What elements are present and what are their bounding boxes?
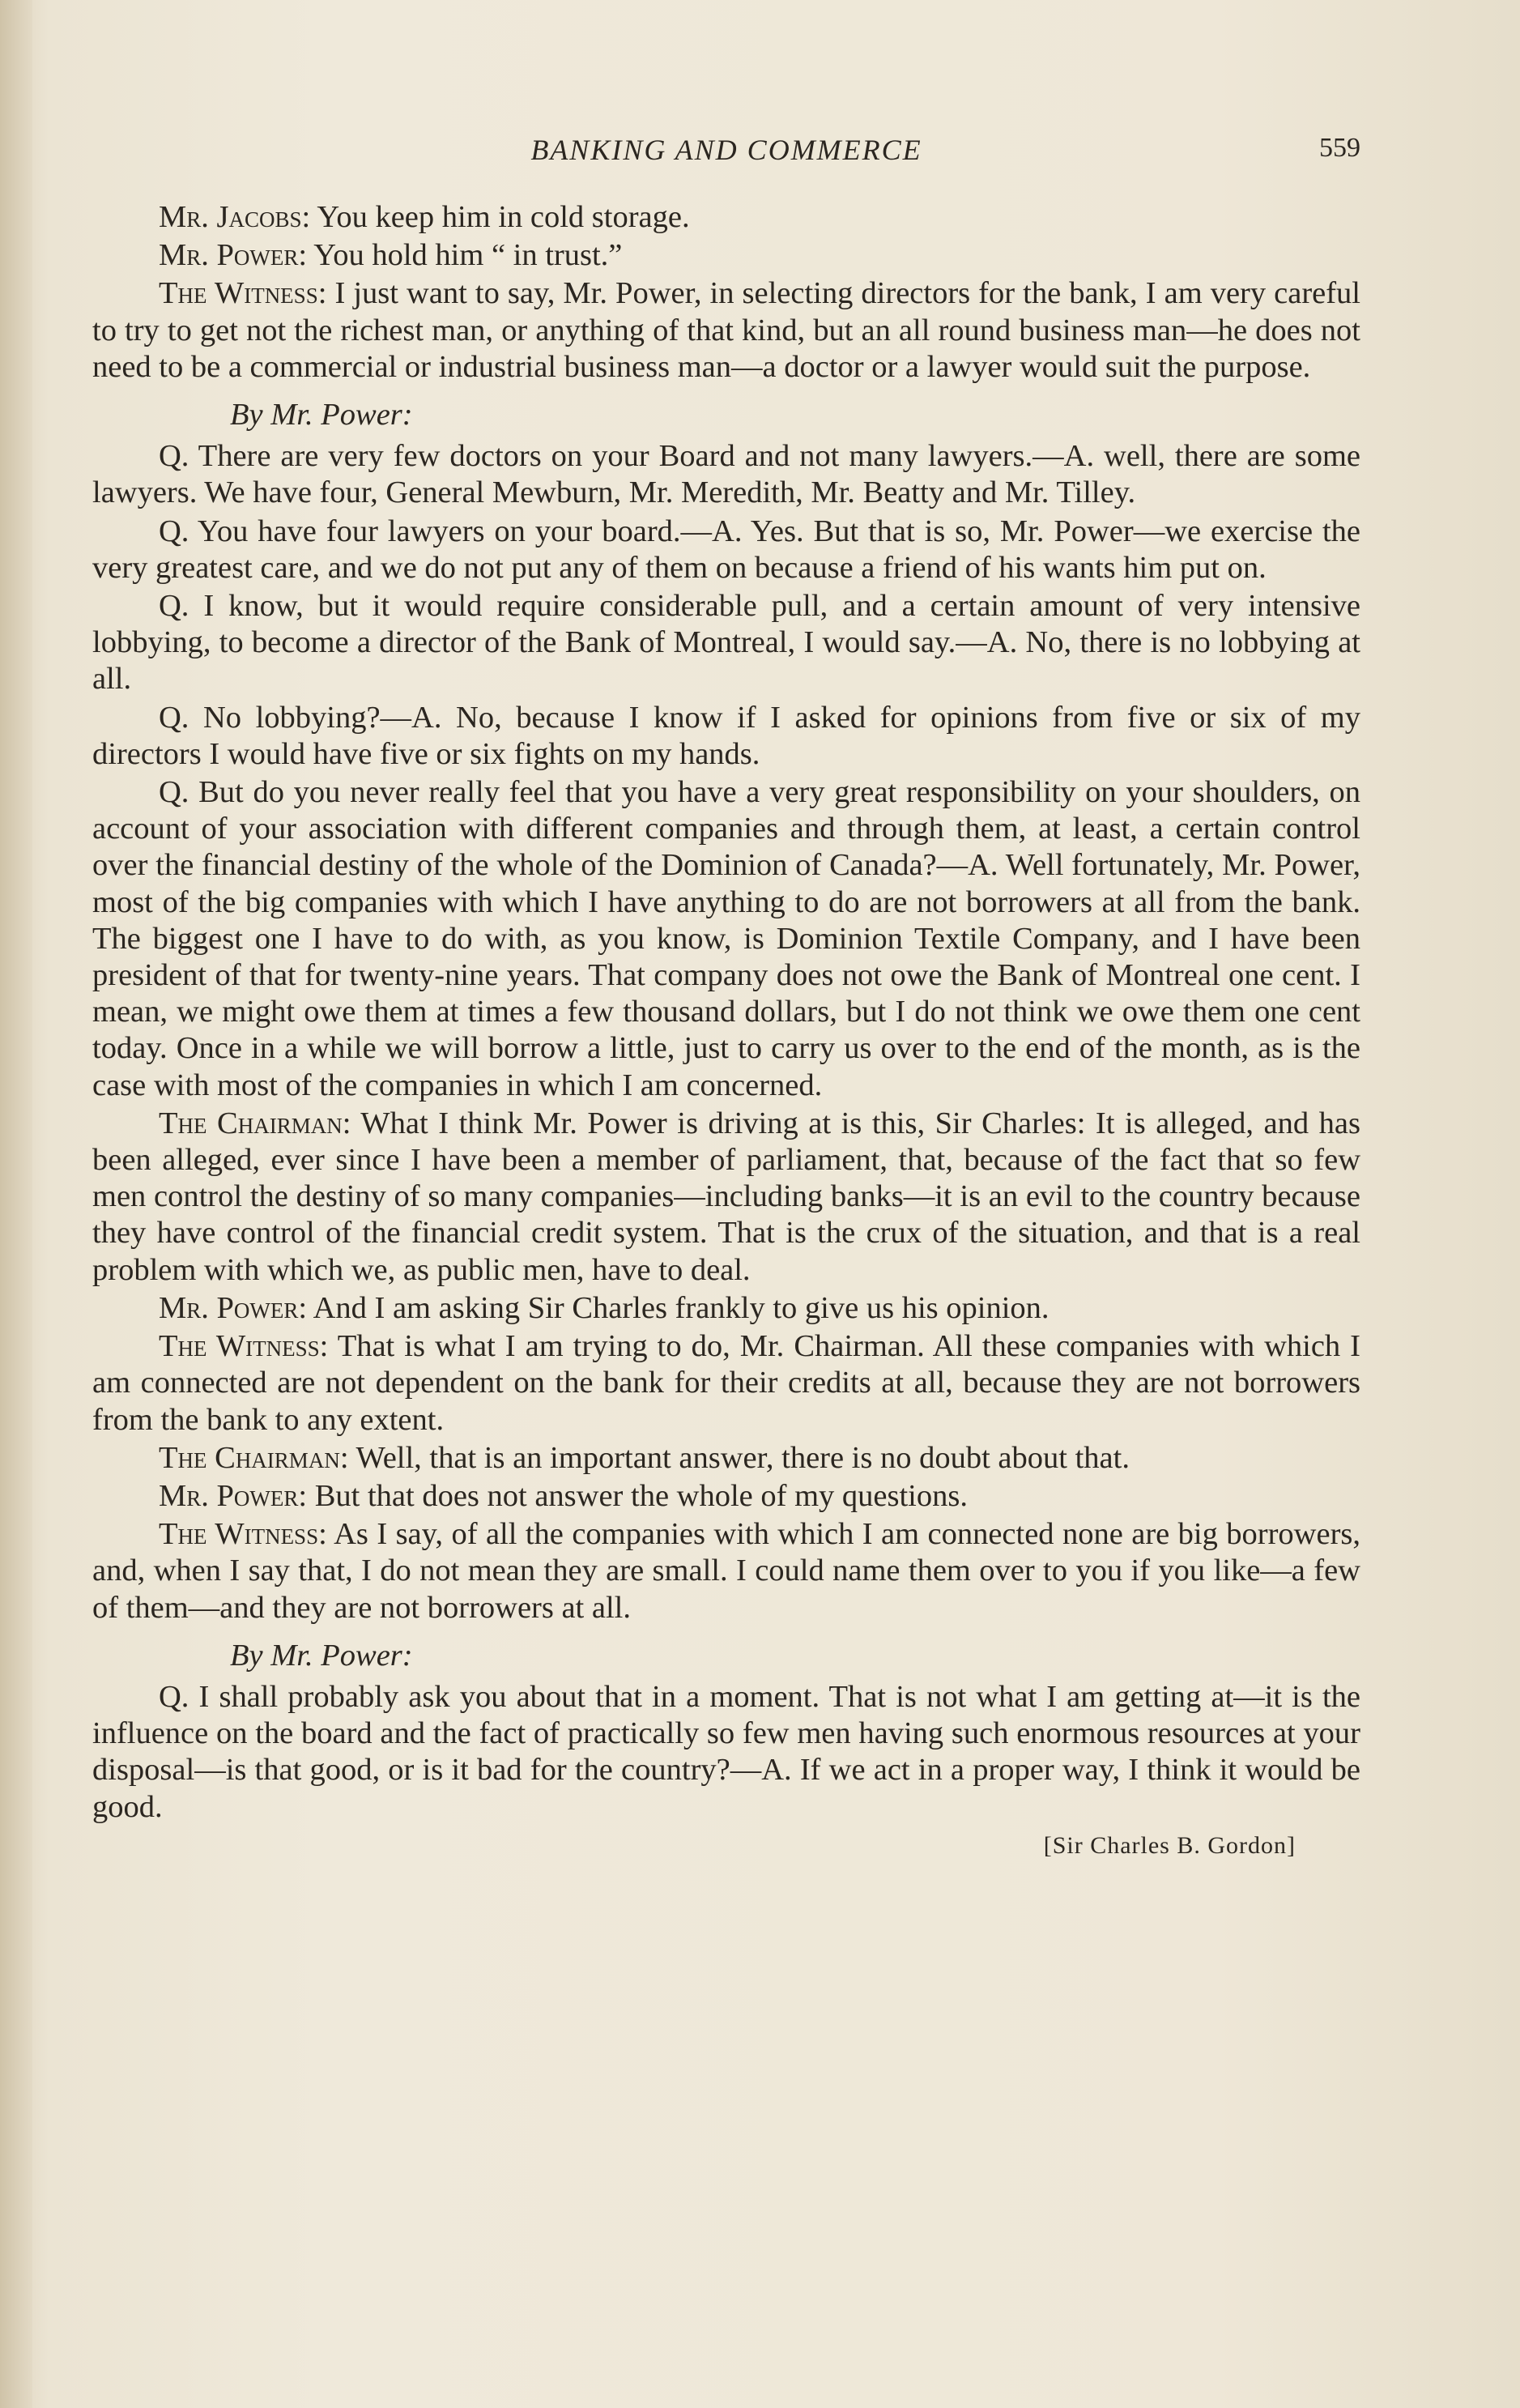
paragraph-text: Well, that is an important answer, there is no doubt about that. bbox=[348, 1440, 1130, 1475]
running-head: BANKING AND COMMERCE bbox=[530, 134, 922, 166]
speaker-name: The Chairman: bbox=[159, 1106, 351, 1140]
paragraph-text: What I think Mr. Power is driving at is this, Sir Charles: It is alleged, and has been alleged, ever since I have been a member of parliament, that, because of the fact that so few men control the destiny of so many companies—including banks—it is an evil to the country because they have control of the financial credit system. That is the crux of the situation, and that is a real problem with which we, as public men, have to deal. bbox=[92, 1106, 1361, 1287]
paragraph-text: I just want to say, Mr. Power, in selecting directors for the bank, I am very careful to try to get not the richest man, or anything of that kind, but an all round business man—he does not need to be a commercial or industrial business man—a doctor or a lawyer would suit the purpose. bbox=[92, 276, 1361, 384]
paragraph-text: As I say, of all the companies with which I am connected none are big borrowers, and, when I say that, I do not mean they are small. I could name them over to you if you like—a few of them—and they are not borrowers at all. bbox=[92, 1517, 1361, 1625]
paragraph: Q. You have four lawyers on your board.—A. Yes. But that is so, Mr. Power—we exercise the very greatest care, and we do not put any of them on because a friend of his wants him put on. bbox=[92, 514, 1360, 585]
page-edge-shadow bbox=[0, 0, 32, 2408]
page-header bbox=[92, 130, 1360, 170]
speaker-name: The Witness: bbox=[159, 276, 327, 311]
section-subhead: By Mr. Power: bbox=[230, 1638, 413, 1673]
paragraph: Q. There are very few doctors on your Board and not many lawyers.—A. well, there are some lawyers. We have four, General Mewburn, Mr. Meredith, Mr. Beatty and Mr. Tilley. bbox=[92, 439, 1360, 510]
paragraph: Q. No lobbying?—A. No, because I know if I asked for opinions from five or six of my directors I would have five or six fights on my hands. bbox=[92, 700, 1360, 771]
section-subhead: By Mr. Power: bbox=[230, 398, 413, 433]
paragraph-text: That is what I am trying to do, Mr. Chairman. All these companies with which I am connected are not dependent on the bank for their credits at all, because they are not borrowers from the bank to any extent. bbox=[92, 1329, 1361, 1437]
paragraph-text: And I am asking Sir Charles frankly to give us his opinion. bbox=[307, 1290, 1050, 1325]
paragraph-text: You keep him in cold storage. bbox=[310, 200, 690, 234]
speaker-name: Mr. Power: bbox=[159, 238, 308, 273]
paragraph bbox=[92, 1106, 1360, 1289]
paragraph: Q. But do you never really feel that you have a very great responsibility on your shoulders, on account of your association with different companies and through them, at least, a certain control over the financial destiny of the whole of the Dominion of Canada?—A. Well fortunately, Mr. Power, most of the big companies with which I have anything to do are not borrowers at all from the bank. The biggest one I have to do with, as you know, is Dominion Textile Company, and I have been president of that for twenty-nine years. That company does not owe the Bank of Montreal one cent. I mean, we might owe them at times a few thousand dollars, but I do not think we owe them one cent today. Once in a while we will borrow a little, just to carry us over to the end of the month, as is the case with most of the companies in which I am concerned. bbox=[92, 775, 1360, 1102]
paragraph bbox=[92, 1328, 1360, 1438]
page-body bbox=[92, 199, 1360, 1864]
paragraph bbox=[92, 1440, 1360, 1477]
speaker-attribution: [Sir Charles B. Gordon] bbox=[1043, 1831, 1296, 1859]
paragraph bbox=[92, 1290, 1360, 1327]
speaker-name: Mr. Jacobs: bbox=[159, 200, 311, 234]
speaker-name: The Witness: bbox=[159, 1517, 327, 1552]
paragraph-text: You hold him “ in trust.” bbox=[307, 238, 623, 273]
speaker-name: The Witness: bbox=[159, 1329, 329, 1364]
page-number: 559 bbox=[1319, 133, 1360, 163]
paragraph bbox=[92, 199, 1360, 236]
speaker-name: Mr. Power: bbox=[159, 1290, 308, 1325]
paragraph: Q. I know, but it would require considerable pull, and a certain amount of very intensive lobbying, to become a director of the Bank of Montreal, I would say.—A. No, there is no lobbying at all. bbox=[92, 589, 1360, 697]
paragraph-text: But that does not answer the whole of my questions. bbox=[307, 1478, 968, 1513]
paragraph bbox=[92, 1478, 1360, 1515]
speaker-name: Mr. Power: bbox=[159, 1478, 308, 1513]
paragraph bbox=[92, 275, 1360, 386]
paragraph bbox=[92, 237, 1360, 274]
speaker-name: The Chairman: bbox=[159, 1440, 349, 1475]
paragraph: Q. I shall probably ask you about that in a moment. That is not what I am getting at—it is the influence on the board and the fact of practically so few men having such enormous resources at your disposal—is that good, or is it bad for the country?—A. If we act in a proper way, I think it would be good. bbox=[92, 1679, 1360, 1824]
paragraph bbox=[92, 1516, 1360, 1626]
